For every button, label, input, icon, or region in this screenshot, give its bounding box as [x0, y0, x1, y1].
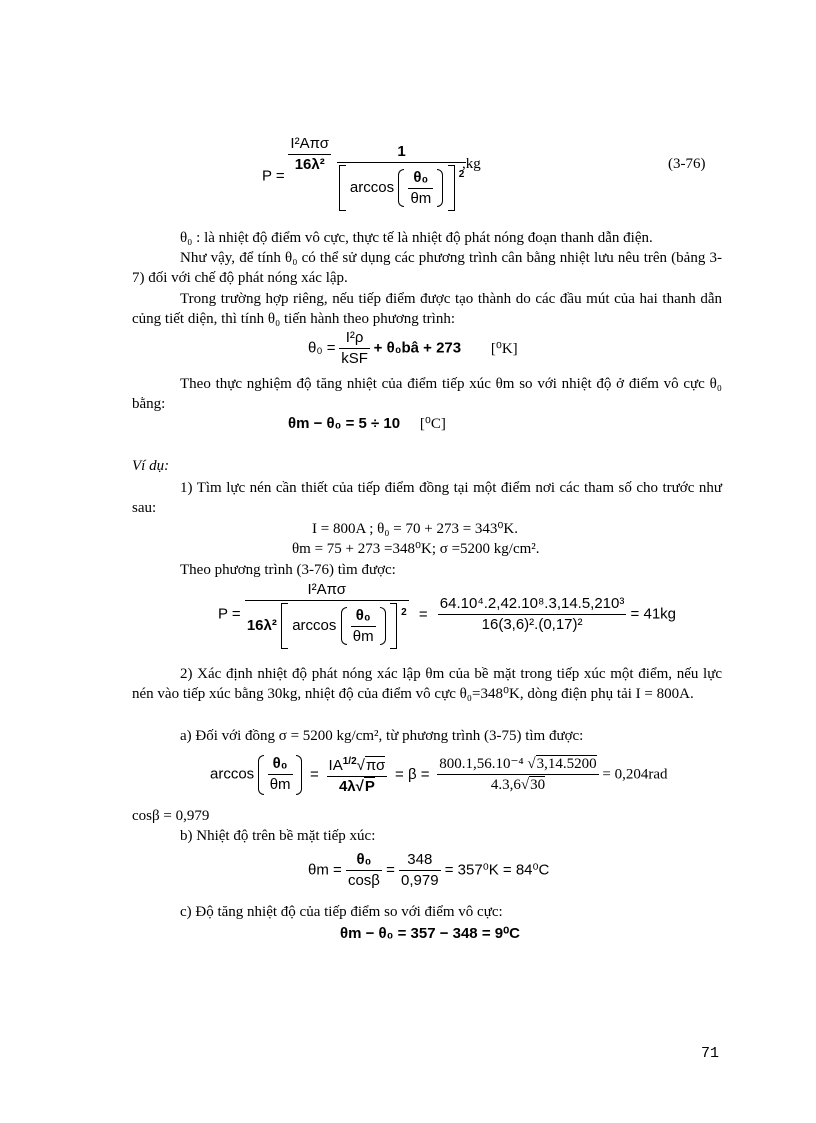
left-paren [398, 169, 404, 207]
right-bracket [448, 165, 455, 211]
thetam-lhs: θm = [308, 861, 342, 879]
theta0-unit: [⁰K] [490, 340, 518, 357]
theta0-lhs: θ₀ = [308, 339, 336, 357]
diff-expr: θm − θ₀ = 5 ÷ 10 [288, 415, 401, 432]
ex1-frac [245, 580, 409, 649]
ex1-result: = 41kg [630, 605, 677, 623]
right-paren [437, 169, 443, 207]
example1-text: 1) Tìm lực nén cần thiết của tiếp điểm đồng tại một điểm nơi các tham số cho trước như sau: [132, 480, 722, 516]
theta0-den: kSF [341, 350, 368, 367]
example-heading: Ví dụ: [132, 458, 170, 474]
thetam-num2: 348 [407, 851, 433, 868]
thetam-den1: cosβ [347, 872, 380, 889]
formula-rise: θm − θ₀ = 357 − 348 = 9⁰C [340, 925, 520, 942]
beta-right-paren [296, 755, 302, 795]
ex1-arccos: arccos [292, 617, 337, 634]
ex1-right-bracket [390, 603, 397, 649]
ex1-eq: = [418, 605, 428, 623]
beta-inner-num: θ₀ [272, 755, 288, 772]
inner-num: θ₀ [413, 168, 429, 186]
formula-den: 16λ² [288, 154, 331, 175]
ex1-val-num: 64.10⁴.2,42.10⁸.3,14.5,210³ [439, 595, 625, 612]
inner-den: θm [410, 189, 432, 207]
theta0-frac [339, 328, 370, 369]
example1-formula [218, 580, 676, 660]
example1-given1: I = 800A ; θ₀ = 70 + 273 = 343⁰K. [312, 521, 519, 537]
beta-frac [327, 752, 388, 797]
beta-inner-den: θm [269, 776, 291, 793]
ex1-left-paren [341, 607, 347, 645]
formula-frac-2 [337, 142, 467, 211]
formula-unit: ,kg [462, 156, 481, 172]
diff-unit: [⁰C] [419, 416, 446, 432]
formula-label: (3-76) [668, 156, 706, 172]
beta-inner-frac [268, 754, 293, 795]
paragraph-theta0: θ₀ : là nhiệt độ điểm vô cực, thực tế là nhiệt độ phát nóng đoạn thanh dẫn điện. [180, 230, 653, 246]
paragraph-experiment: Theo thực nghiệm độ tăng nhiệt của điểm tiếp xúc θm so với nhiệt độ ở điểm vô cực θ₀ bằng: [132, 376, 722, 412]
example1-from-eq: Theo phương trình (3-76) tìm được: [180, 562, 396, 578]
thetam-den2: 0,979 [401, 872, 439, 889]
beta-den: 4λ√P [327, 776, 388, 797]
formula-den2 [337, 162, 467, 211]
beta-val-den: 4.3,6√30 [437, 774, 598, 795]
example1-given2: θm = 75 + 273 =348⁰K; σ =5200 kg/cm². [292, 541, 540, 557]
ex1-inner-num: θ₀ [355, 606, 371, 624]
beta-result: = 0,204rad [602, 766, 668, 783]
left-bracket [339, 165, 346, 211]
thetam-frac2 [399, 850, 441, 891]
ex1-inner-den: θm [352, 627, 374, 645]
formula-frac-1 [288, 134, 331, 175]
theta0-num: I²ρ [345, 329, 364, 346]
ex1-right-paren [380, 607, 386, 645]
thetam-eq: = [386, 861, 395, 879]
formula-beta [210, 752, 668, 808]
ex1-val-den: 16(3,6)².(0,17)² [438, 614, 627, 635]
ex1-value-frac [438, 594, 627, 635]
ex1-left-bracket [281, 603, 288, 649]
formula-3-76 [262, 135, 466, 224]
paragraph-method: Như vậy, để tính θ₀ có thể sử dụng các phương trình cân bằng nhiệt lưu nêu trên (bảng 3-7) đối với chế độ phát nóng xác lập. [132, 250, 722, 286]
thetam-result: = 357⁰K = 84⁰C [444, 861, 550, 879]
example2-a-text: a) Đối với đồng σ = 5200 kg/cm², từ phương trình (3-75) tìm được: [180, 728, 584, 744]
paragraph-special-case: Trong trường hợp riêng, nếu tiếp điểm được tạo thành do các đầu mút của hai thanh dẫn củng tiết diện, thì tính θ₀ tiến hành theo phương trình: [132, 291, 722, 327]
arccos-label: arccos [349, 179, 395, 196]
bracket-exp: 2 [458, 169, 465, 180]
ex1-den [245, 600, 409, 649]
formula-theta0 [308, 328, 518, 369]
beta-value-frac [437, 754, 598, 795]
beta-num: $IA^{1/2}√\pi\sigma$ [328, 756, 386, 774]
formula-num: I²Aπσ [290, 135, 329, 152]
ex1-num: I²Aπσ [307, 581, 347, 598]
beta-eq1: = [310, 765, 319, 783]
beta-symbol: = β = [395, 765, 430, 783]
beta-arccos: arccos [210, 765, 255, 783]
thetam-frac1 [346, 850, 382, 891]
beta-num-exp: 1/2 [342, 756, 357, 767]
thetam-num1: θ₀ [356, 851, 372, 868]
theta0-rest: + θ₀bâ + 273 [373, 339, 462, 357]
example2-c-text: c) Độ tăng nhiệt độ của tiếp điểm so với điểm vô cực: [180, 904, 503, 920]
formula-theta-m [308, 850, 549, 891]
formula-diff [288, 414, 446, 434]
cos-beta: cosβ = 0,979 [132, 808, 210, 824]
ex1-inner-frac [351, 606, 376, 647]
ex1-exp: 2 [401, 607, 407, 618]
beta-val-num: 800.1,56.10⁻⁴ √3,14.5200 [439, 756, 597, 772]
inner-frac [408, 168, 433, 209]
ex1-den-coef: 16λ² [246, 617, 277, 634]
formula-lhs: P = [262, 167, 285, 185]
page-number: 71 [701, 1045, 720, 1062]
ex1-lhs: P = [218, 605, 241, 623]
beta-left-paren [258, 755, 264, 795]
formula-num2: 1 [397, 143, 406, 160]
example2-b-text: b) Nhiệt độ trên bề mặt tiếp xúc: [180, 828, 376, 844]
example2-text: 2) Xác định nhiệt độ phát nóng xác lập θm của bề mặt trong tiếp xúc một điểm, nếu lực nén vào tiếp xúc bằng 30kg, nhiệt độ của điểm vô cực θ₀=348⁰K, dòng điện phụ tải I = 800A. [132, 666, 722, 702]
